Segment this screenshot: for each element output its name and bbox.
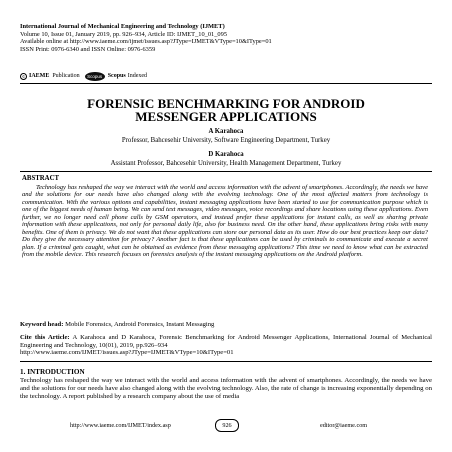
citation	[20, 334, 432, 357]
keywords-text: Mobile Forensics, Android Forensics, Instant Messaging	[65, 321, 215, 328]
citation-label: Cite this Article:	[20, 334, 70, 341]
author-1-name: A Karahoca	[208, 128, 244, 135]
author-1-affiliation: Professor, Bahcesehir University, Software Engineering Department, Turkey	[121, 137, 331, 144]
abstract-text: Technology has reshaped the way we interact with the world and access information with the advent of smartphones. Accordingly, the needs we have and the solutions for our needs have also changed along with the evolving technology. One of the most affected matters from technology is communication. With the various options and capabilities, instant messaging applications have been started to use for communication purpose which is one of the biggest needs of human being. We can send text messages, video messages, voice recordings and share locations using these applications. Even further, we no longer need cell phone calls by GSM operators, and instead prefer these applications for instant calls, as well as sharing private information with these applications, not only for personal daily life, also for business need. On the other hand, these applications bring risks with many benefits. One of them is privacy. We do not want that these applications can store our personal data as its user. How do our best practices keep our data? Do they give the necessary attention for privacy? Another fact is that these applications can be used by criminals to communicate and execute a secret plan. If a criminal gets caught, what can be obtained as evidence from these messaging applications? This time we need to know what can be extracted from the mobile device. This research focuses on forensics analysis of the instant messaging applications on the Android platform.	[22, 184, 428, 259]
citation-url[interactable]: http://www.iaeme.com/IJMET/issues.asp?JType=IJMET&VType=10&IType=01	[20, 349, 234, 357]
iaeme-logo-icon: ©	[21, 73, 26, 79]
introduction-text: Technology has reshaped the way we interact with the world and access information with the advent of smartphones. Accordingly, the needs we have and the solutions for our needs have also changed along with the evolving technology. Also, the rate of change is increasing exponentially depending on the technology. A report published by a research company about the use of media	[20, 377, 432, 400]
publisher-name: IAEME	[29, 73, 50, 79]
keywords-label: Keyword head:	[20, 321, 64, 328]
introduction-heading: 1. INTRODUCTION	[20, 368, 85, 376]
scopus-indexed: Indexed	[127, 73, 148, 79]
header-divider	[20, 83, 432, 84]
availability-line[interactable]: Available online at http://www.iaeme.com/ijmet/issues.asp?JType=IJMET&VType=10&IType=01	[20, 38, 272, 46]
journal-header	[20, 23, 440, 53]
publisher-row	[20, 71, 147, 81]
issn-line: ISSN Print: 0976-6340 and ISSN Online: 0976-6359	[20, 45, 156, 53]
title-line-2: MESSENGER APPLICATIONS	[135, 109, 317, 125]
abstract-heading: ABSTRACT	[22, 175, 60, 182]
author-2-affiliation: Assistant Professor, Bahcesehir University, Health Management Department, Turkey	[110, 160, 342, 167]
publisher-word: Publication	[52, 73, 80, 79]
citation-text: A Karahoca and D Karahoca, Forensic Benchmarking for Android Messenger Applications, International Journal of Mechanical Engineering and Technology, 10(01), 2019, pp.926–934	[20, 334, 433, 349]
volume-line: Volume 10, Issue 01, January 2019, pp. 926–934, Article ID: IJMET_10_01_095	[20, 30, 228, 38]
page-footer	[20, 419, 432, 433]
footer-email[interactable]: editor@iaeme.com	[320, 422, 368, 429]
journal-title: International Journal of Mechanical Engineering and Technology (IJMET)	[20, 23, 225, 30]
author-2-name: D Karahoca	[208, 151, 244, 158]
paper-title	[20, 97, 432, 123]
keywords	[20, 321, 432, 329]
title-line-1: FORENSIC BENCHMARKING FOR ANDROID	[87, 96, 365, 111]
page-number: 926	[215, 419, 239, 432]
scopus-logo-icon: Scopus	[85, 72, 105, 81]
footer-url[interactable]: http://www.iaeme.com/IJMET/index.asp	[70, 422, 171, 429]
scopus-label: Scopus	[107, 73, 126, 79]
